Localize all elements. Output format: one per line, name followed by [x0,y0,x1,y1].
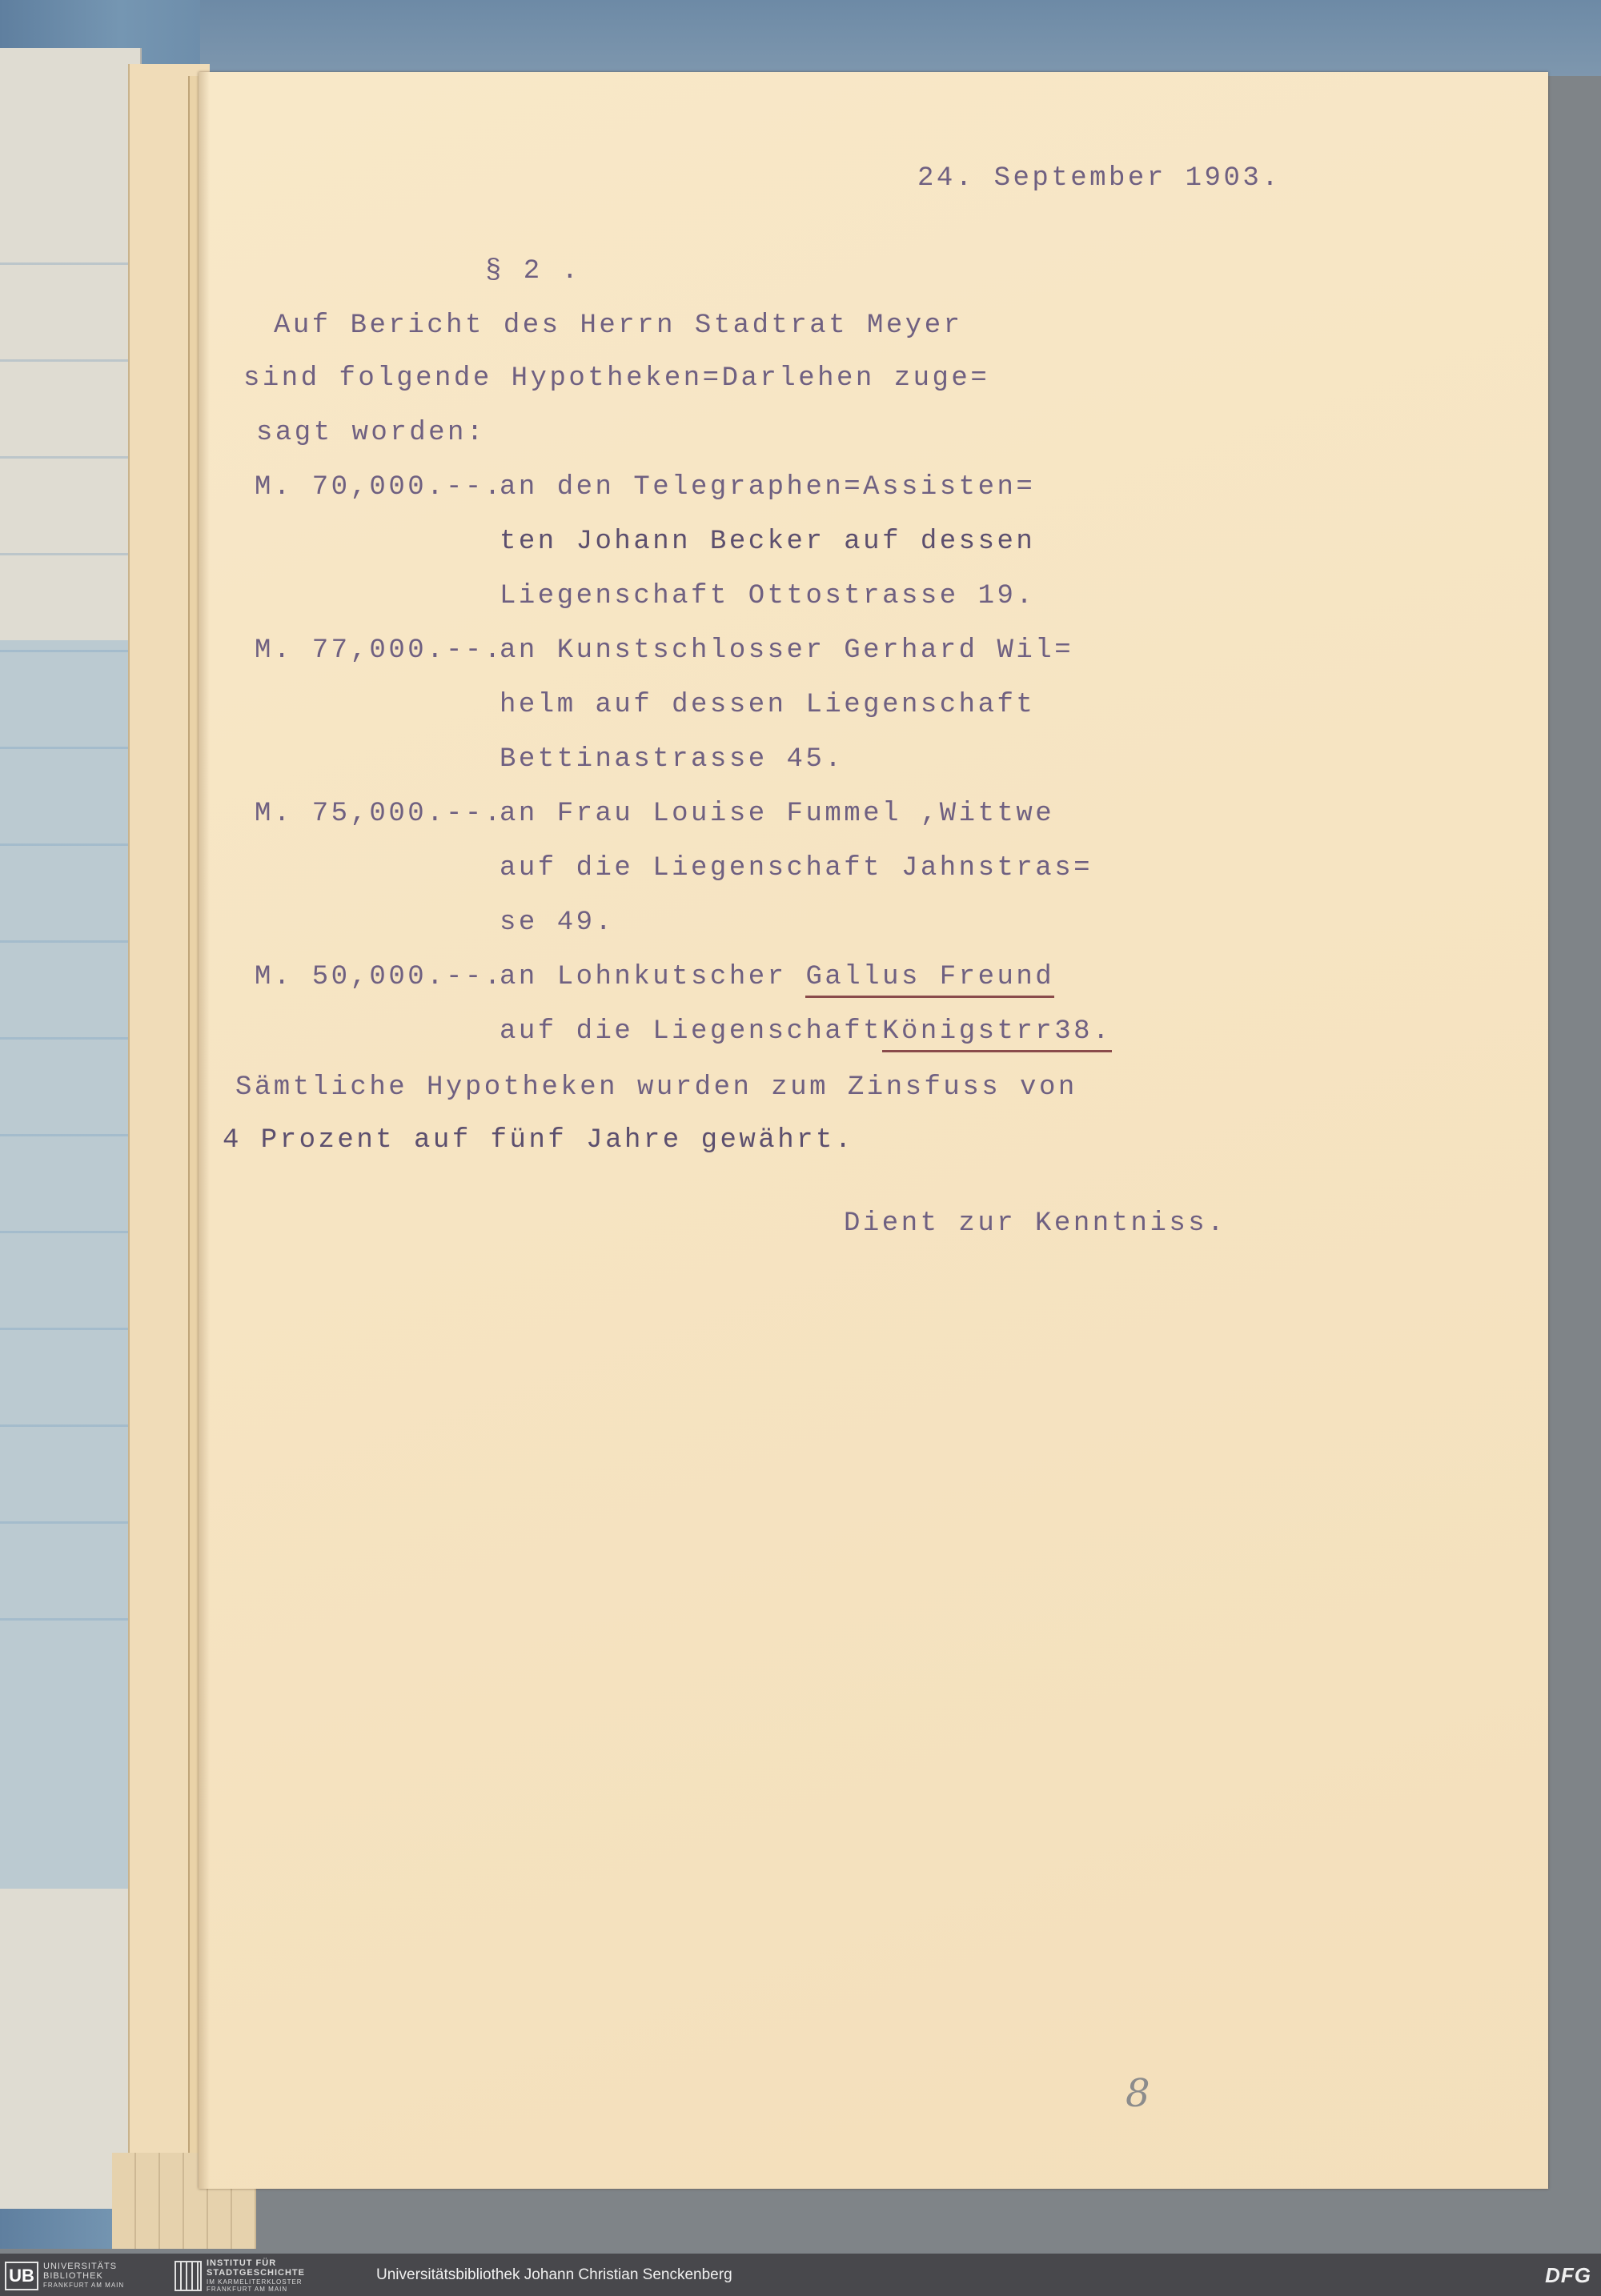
ub-text-line-1: UNIVERSITÄTS [43,2262,118,2271]
ub-logo: UB [5,2262,38,2290]
signoff-note: Dient zur Kenntniss. [844,1208,1227,1239]
intro-line-1: Auf Bericht des Herrn Stadtrat Meyer [274,311,963,341]
pencil-page-number: 8 [1126,2071,1150,2116]
loan-amount-2: M. 77,000.--. [255,635,504,666]
underlined-property-address: Königstrr38. [882,1016,1112,1052]
ub-text-line-2: BIBLIOTHEK [43,2271,103,2281]
loan-4-line-2-prefix: auf die Liegenschaft [500,1016,883,1047]
intro-line-3: sagt worden: [256,418,486,448]
underlined-borrower-name: Gallus Freund [805,962,1054,998]
institut-text-line-1: INSTITUT FÜR [207,2258,277,2268]
document-date: 24. September 1903. [917,163,1282,194]
dfg-logo: DFG [1545,2263,1591,2287]
institut-text-line-3: IM KARMELITERKLOSTER [207,2278,303,2286]
closing-line-1: Sämtliche Hypotheken wurden zum Zinsfuss von [235,1072,1077,1103]
binder-cover-top [0,0,1601,76]
loan-4-line-1 [500,964,1054,991]
loan-2-line-1: an Kunstschlosser Gerhard Wil= [500,635,1074,666]
loan-amount-3: M. 75,000.--. [255,799,504,829]
loan-1-line-1: an den Telegraphen=Assisten= [500,472,1036,503]
loan-3-line-2: auf die Liegenschaft Jahnstras= [500,853,1093,884]
document-page [199,72,1548,2189]
loan-2-line-2: helm auf dessen Liegenschaft [500,690,1036,720]
closing-line-2: 4 Prozent auf fünf Jahre gewährt. [223,1125,854,1156]
loan-3-line-3: se 49. [500,908,615,938]
institut-logo-icon [175,2261,202,2291]
loan-1-line-2: ten Johann Becker auf dessen [500,527,1036,557]
loan-2-line-3: Bettinastrasse 45. [500,744,845,775]
loan-4-line-1-prefix: an Lohnkutscher [500,962,806,992]
ledger-tint [0,640,140,1889]
underlying-ledger-sheet [0,48,142,2209]
intro-line-2: sind folgende Hypotheken=Darlehen zuge= [243,363,990,394]
loan-amount-4: M. 50,000.--. [255,962,504,992]
loan-3-line-1: an Frau Louise Fummel ,Wittwe [500,799,1055,829]
library-name: Universitätsbibliothek Johann Christian Senckenberg [376,2266,732,2283]
institut-text-line-2: STADTGESCHICHTE [207,2268,305,2278]
loan-4-line-2 [500,1018,1112,1045]
footer-bar [0,2254,1601,2296]
page-edge-shadow [199,72,210,2189]
section-heading: § 2 . [485,256,581,286]
ub-text-line-3: FRANKFURT AM MAIN [43,2282,125,2289]
loan-1-line-3: Liegenschaft Ottostrasse 19. [500,581,1036,611]
loan-amount-1: M. 70,000.--. [255,472,504,503]
institut-text-line-4: FRANKFURT AM MAIN [207,2286,288,2293]
